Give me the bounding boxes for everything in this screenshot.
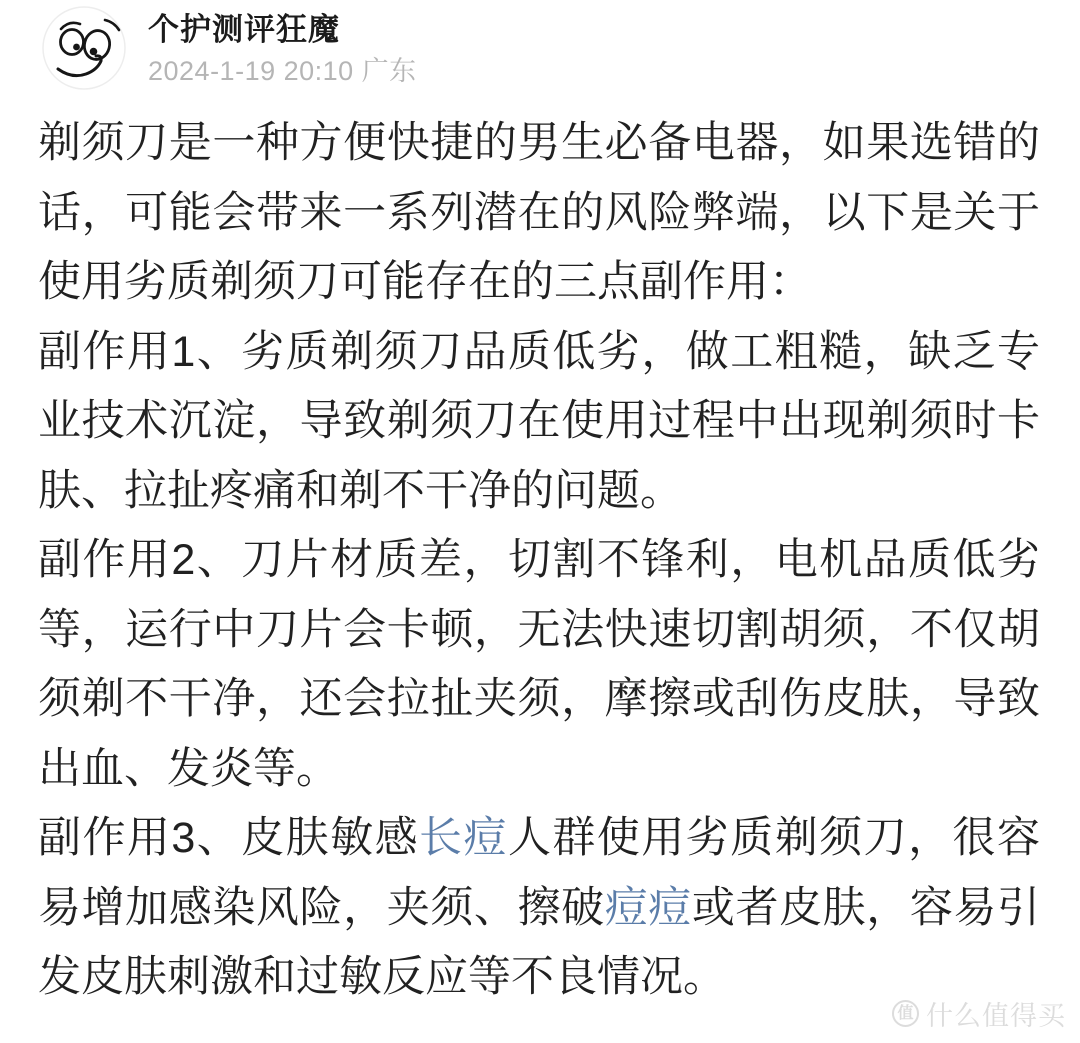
post-body bbox=[38, 109, 1040, 1013]
smzdm-watermark-label: 什么值得买 bbox=[926, 1001, 1066, 1031]
smzdm-logo-icon: 值 bbox=[892, 1000, 919, 1027]
post-paragraph bbox=[38, 804, 1040, 1013]
inline-keyword-link[interactable]: 长痘 bbox=[419, 814, 508, 862]
text-segment: 或者皮肤，容易引发皮肤刺激和过敏反应等不良情况。 bbox=[38, 883, 1041, 1001]
text-segment: 剃须刀是一种方便快捷的男生必备电器，如果选错的话，可能会带来一系列潜在的风险弊端，以下是关于使用劣质剃须刀可能存在的三点副作用： bbox=[38, 119, 1040, 306]
text-segment: 副作用1、劣质剃须刀品质低劣，做工粗糙，缺乏专业技术沉淀，导致剃须刀在使用过程中出现剃须时卡肤、拉扯疼痛和剃不干净的问题。 bbox=[38, 327, 1040, 515]
author-block bbox=[148, 6, 417, 87]
post-paragraph bbox=[38, 109, 1040, 318]
post-paragraph bbox=[38, 526, 1040, 804]
text-segment: 副作用2、刀片材质差，切割不锋利，电机品质低劣等，运行中刀片会卡顿，无法快速切割胡须，不仅胡须剃不干净，还会拉扯夹须，摩擦或刮伤皮肤，导致出血、发炎等。 bbox=[38, 536, 1040, 793]
smzdm-watermark bbox=[892, 994, 1066, 1033]
author-name[interactable]: 个护测评狂魔 bbox=[148, 12, 340, 47]
user-avatar-smiley-icon[interactable] bbox=[42, 6, 126, 90]
post-header bbox=[42, 6, 417, 90]
post-paragraph bbox=[38, 318, 1040, 527]
text-segment: 副作用3、皮肤敏感 bbox=[38, 814, 420, 862]
text-segment: 人群使用劣质剃须刀，很容易增加感染风险，夹须、擦破 bbox=[38, 814, 1041, 932]
post-timestamp-location: 2024-1-19 20:10 广东 bbox=[148, 56, 417, 86]
inline-keyword-link[interactable]: 痘痘 bbox=[604, 883, 692, 932]
